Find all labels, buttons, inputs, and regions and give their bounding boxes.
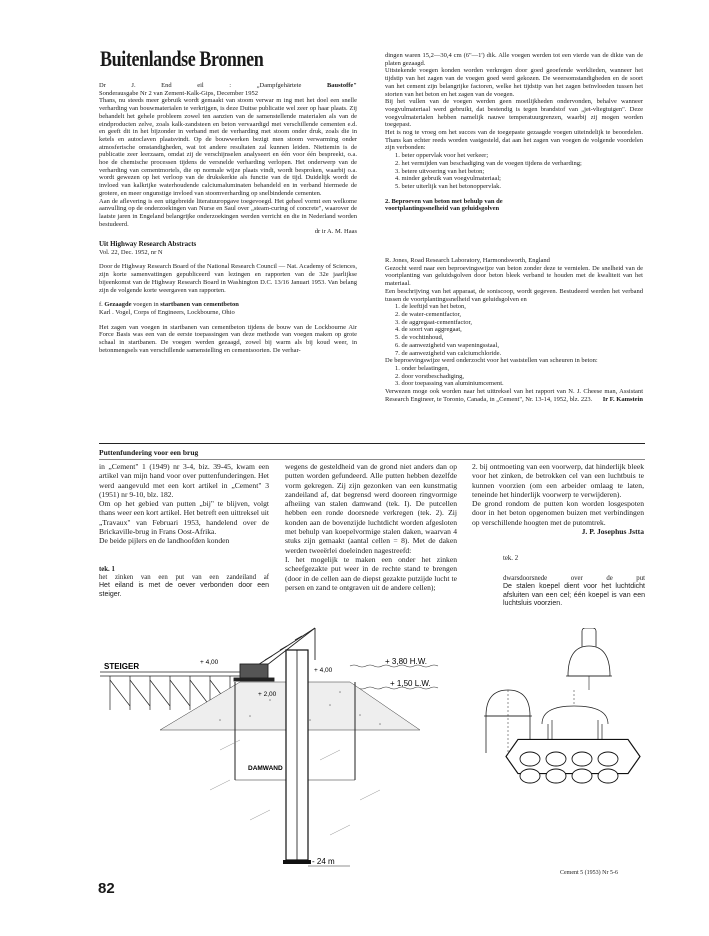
well-plan-icon (506, 739, 640, 783)
article3-body-3: De beproevingswijze werd onderzocht voor het vaststellen van scheuren in beton: (385, 357, 598, 365)
right-column (385, 52, 643, 404)
list-item: 3. betere uitvoering van het beton; (395, 167, 485, 175)
article3-body-4: Verwezen moge ook worden naar het uittreksel van het rapport van N. J. Cheese man, Assistant Research Engineer, te Toronto, Canada, in „Cement", Nr. 13-14, 1952, blz. 223. (385, 388, 643, 403)
list-item: 7. de aanwezigheid van calciumchloride. (395, 349, 502, 357)
level-1-label: + 4,00 (200, 659, 219, 666)
journal-footer: Cement 5 (1953) Nr 5-6 (560, 870, 618, 876)
steiger-label: STEIGER (104, 662, 140, 671)
figure-1-label: tek. 1 (99, 566, 115, 573)
article2-item-title: f. Gezaagde voegen in startbanen van cementbeton (99, 301, 239, 309)
page-title: Buitenlandse Bronnen (100, 46, 264, 71)
list-item: 4. de soort van aggregaat, (395, 326, 462, 334)
level-2-label: + 4,00 (314, 667, 333, 674)
well-caisson (283, 650, 311, 864)
list-item: 3. de aggregaat-cementfactor, (395, 318, 472, 326)
continued-body-2: Uitstekende voegen konden worden verkregen door goed geoefende werklieden, wanneer het tijdstip van het zagen van de voegen goed werd gekozen. De weersomstandigheden en de soort van het cement zijn belangrijke factoren, welke het tijdstip van het zagen beïnvloeden tussen het storten van het beton en het zagen van de voegen. (385, 67, 643, 98)
heading-divider (99, 459, 645, 460)
figure-2-caption: tek. 2 dwarsdoorsnede over de put De stalen koepel dient voor het luchtdicht afsluiten van een cel; één koepel is van een luchtsluis voorzien. (503, 555, 645, 607)
article1-reference: Dr J. End eil : „Dampfgehärtete Baustoffe" (99, 82, 357, 89)
article3-body: Gezocht werd naar een beproevingswijze van beton zonder deze te vernielen. De snelheid van de voortplanting van geluidsgolven door beton bleek verband te houden met de kwaliteit van het materiaal. (385, 264, 643, 288)
depth-label: - 24 m (312, 857, 335, 866)
list-item: 2. de water-cementfactor, (395, 310, 462, 318)
list-item: 5. beter uiterlijk van het betonoppervlak. (395, 182, 501, 190)
list-item: 2. het vermijden van beschadiging van de voegen tijdens de verharding; (395, 159, 582, 167)
article1-signature: dr ir A. M. Haas (314, 228, 357, 236)
advantages-list (385, 152, 643, 191)
continued-body: dingen waren 15,2—30,4 cm (6"—1') dik. Alle voegen werden tot een vierde van de dikte van de platen gezaagd. (385, 52, 643, 67)
left-column (99, 82, 357, 355)
figure-2-drawing (478, 628, 646, 793)
article2-intro: Door de Highway Research Board of the National Research Council — Nat. Academy of Sciences, zijn korte samenvattingen gepubliceerd van lezingen en rapporten van de 32e jaarlijkse bijeenkomst van de Highway Research Board in Washington D.C. 13/16 Januari 1953. Van belang zijn de volgende korte weergaven van rapporten. (99, 263, 357, 294)
level-3-label: + 2,00 (258, 691, 277, 698)
lw-label: + 1,50 L.W. (390, 679, 431, 688)
factors-list (385, 303, 643, 357)
article3-body-2: Een beschrijving van het apparaat, de soniscoop, wordt gegeven. Bestudeerd werden het verband tussen de voortplantingssnelheid van geluidsgolven en (385, 287, 643, 303)
section-divider (99, 443, 645, 444)
continued-body-3: Bij het vullen van de voegen werden geen moeilijkheden ondervonden, behalve wanneer voegvulmateriaal werd gebruikt, dat bestendig is tegen brandstof van „jet-vliegtuigen". Deze voegvulmaterialen hebben namelijk nauwe temperatuurgrenzen, waarbij zij mogen worden toegepast. (385, 98, 643, 129)
continued-body-4: Het is nog te vroeg om het succes van de toegepaste gezaagde voegen uiteindelijk te beoordelen. Thans kan echter reeds worden vastgesteld, dat aan het zagen van voegen de volgende voordelen zijn verbonden: (385, 129, 643, 152)
list-item: 1. de leeftijd van het beton, (395, 303, 466, 311)
article2-item-author: Karl . Vogel, Corps of Engineers, Lockbourne, Ohio (99, 308, 235, 316)
article3-author: R. Jones, Road Research Laboratory, Harmondsworth, England (385, 257, 550, 265)
article3-heading: 2. Beproeven van beton met behulp van de voortplantingssnelheid van geluidsgolven (385, 197, 503, 213)
figure-1-caption: tek. 1 het zinken van een put van een zandeiland af Het eiland is met de oever verbonden door een steiger. (99, 566, 269, 598)
list-item: 1. onder belastingen, (395, 364, 450, 372)
bottom-column-1: in „Cement" 1 (1949) nr 3-4, biz. 39-45, kwam een artikel van mijn hand voor over puttenfunderingen. Het werd aangevuld met een kort artikel in „Cement" 3 (1951) nr 9-10, blz. 182. Om op het gebied van putten „bij" te blijven, volgt thans weer een kort artikel. Het betreft een uittreksel uit „Travaux" van Februari 1953, handelend over de Brickaville-brug in Frans Oost-Afrika. De beide pijlers en de landhoofden konden (99, 462, 269, 546)
article2-item-body: Het zagen van voegen in startbanen van cementbeton tijdens de bouw van de Lockbourne Air Force Basis was een van de eerste toepassingen van deze methode van voegen maken op grote schaal in startbanen. De voegen werden gezaagd, zowel bij warm als bij koud weer, in betonmengsels van verschillende samenstelling en cementsoorten. De verhar- (99, 323, 357, 354)
list-item: 5. de vochtinhoud, (395, 334, 444, 342)
page-number: 82 (98, 880, 115, 897)
article1-body-2: Aan de aflevering is een uitgebreide literatuuropgave toegevoegd. Het geheel vormt een welkome aanvulling op de onderzoekingen van Nurse en Saul over „steam-curing of concrete", waarover de laatste jaren in Engeland belangrijke onderzoekingen werden verricht en die in Nederland worden bestudeerd. (99, 197, 357, 228)
article1-body: Thans, nu steeds meer gebruik wordt gemaakt van stoom verwar m ing met het doel een snelle verharding van bouwmaterialen te verkrijgen, is deze Duitse publicatie wel zeer op haar plaats. Zij behandelt het gehele probleem zowel ten aanzien van de samenstellende materialen als van de eindproducten zelve, zoals kalk-zandsteen en beton vervaardigd met verschillende cementen e.d. en geeft dit in het bijzonder in verband met de verharding met stoom onder druk, zoals die in ketels en autoclaven plaatsvindt. Op de bouwwerken bezigt men stoom verwarming onder atmosferische omstandigheden, wat tot andere resultaten zal kunnen leiden. Niettemin is de publicatie zeer leerzaam, omdat zij de verschijnselen analyseert en één voor één bespreekt, o.a. hoe de chemische processen tijdens de versnelde verharding verlopen. Het onderwerp van de verharding van cementmortels, die op normale wijze plaats vindt, wordt besproken, waarbij o.a. wordt gewezen op het verloop van de drukskerkte als functie van de tijd. Duidelijk wordt de invloed van kalkrijke waterhoudende calciumaluminaten behandeld en in verband hiermede de grotere, en meer ongunstige invloed van stoomverharding op snelbindende cementen. (99, 97, 357, 197)
list-item: 4. minder gebruik van voegvulmateriaal; (395, 175, 501, 183)
list-item: 2. door vorstbeschadiging, (395, 372, 464, 380)
bottom-article-signature: J. P. Josephus Jstta (581, 527, 644, 537)
bottom-column-2: wegens de gesteldheid van de grond niet anders dan op putten worden gefundeerd. Alle putten hebben dezelfde vorm gekregen. Zij zijn gezonken van een kunstmatig zandeiland af, dat begrensd werd dooreen ringvormige afheiing van stalen damwand (tek. I). De putcellen hebben een ronde doorsnede verkregen (tek. 2). Zij konden aan de bovenzijde luchtdicht worden afgesloten met behulp van koepelvormige stalen daken, waarvan 4 stuks zijn gemaakt (aantal cellen = 8). Met de daken werden tweeërlei doeleinden nagestreefd: I. het mogelijk te maken een onder het zinken scheefgezakte put weer in de rechte stand te brengen (door in de cellen aan de diepst gezakte putzijde lucht te persen en zand te ontgraven uit de andere cellen); (285, 462, 457, 592)
airlock-dome-icon (566, 628, 612, 690)
article1-reference-2: Sonderausgabe Nr 2 van Zement-Kalk-Gips, December 1952 (99, 89, 259, 97)
hw-label: + 3,80 H.W. (385, 657, 428, 666)
figure-1-drawing (100, 620, 470, 875)
article2-heading: Uit Highway Research Abstracts (99, 240, 197, 249)
list-item: 1. beter oppervlak voor het verkeer; (395, 152, 489, 160)
article3-signature: Ir F. Kamstein (602, 396, 643, 404)
damwand-label: DAMWAND (248, 765, 283, 772)
bottom-column-3: 2. bij ontmoeting van een voorwerp, dat hinderlijk bleek voor het zinken, de betrokken cel van een luchtbuis te kunnen voorzien (om een arbeider omlaag te laten, teneinde het hinderlijk voorwerp te verwijderen). De grond rondom de putten kon worden losgespoten door in het beton opgenomen buizen met verbindingen op verschillende hoogten met de putomtrek. J. P. Josephus Jstta (472, 462, 644, 537)
cracks-list (385, 365, 643, 388)
article2-reference: Vol. 22, Dec. 1952, nr N (99, 248, 163, 256)
figure-2-label: tek. 2 (503, 555, 519, 562)
list-item: 6. de aanwezigheid van wapeningsstaal, (395, 341, 499, 349)
list-item: 3. door toepassing van aluminiumcement. (395, 380, 504, 388)
bottom-article-heading: Puttenfundering voor een brug (99, 448, 199, 457)
